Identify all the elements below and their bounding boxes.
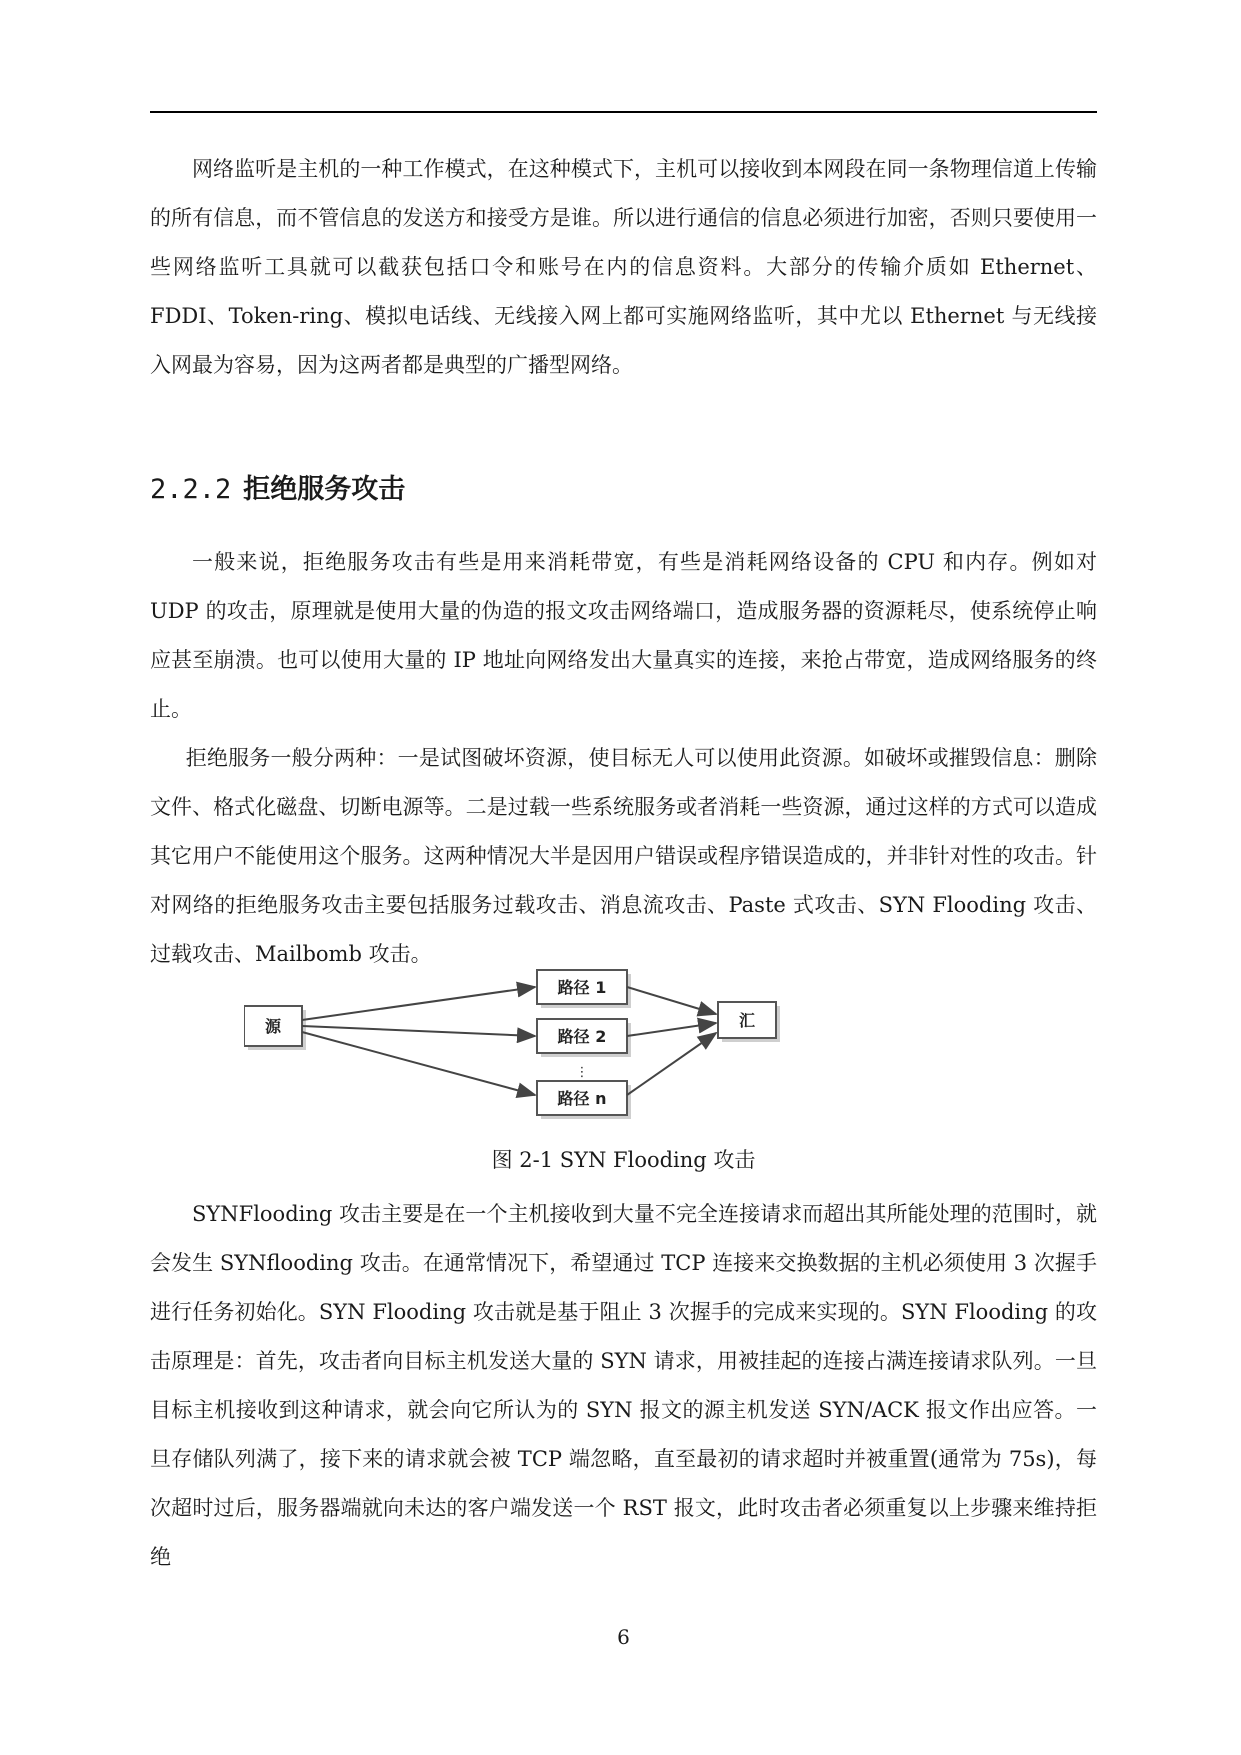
arrow-pathn-sink [627,1033,716,1095]
paragraph-dos-types: 拒绝服务一般分两种：一是试图破坏资源，使目标无人可以使用此资源。如破坏或摧毁信息：删除文件、格式化磁盘、切断电源等。二是过载一些系统服务或者消耗一些资源，通过这样的方式可以造成其它用户不能使用这个服务。这两种情况大半是因用户错误或程序错误造成的，并非针对性的攻击。针对网络的拒绝服务攻击主要包括服务过载攻击、消息流攻击、Paste 式攻击、SYN Flooding 攻击、过载攻击、Mailbomb 攻击。 [150,746,1097,966]
arrow-path2-sink [627,1023,716,1036]
paragraph-syn-flooding: SYNFlooding 攻击主要是在一个主机接收到大量不完全连接请求而超出其所能处理的范围时，就会发生 SYNflooding 攻击。在通常情况下，希望通过 TCP 连接来交换数据的主机必须使用 3 次握手进行任务初始化。SYN Flooding 攻击就是基于阻止 3 次握手的完成来实现的。SYN Flooding 的攻击原理是：首先，攻击者向目标主机发送大量的 SYN 请求，用被挂起的连接占满连接请求队列。一旦目标主机接收到这种请求，就会向它所认为的 SYN 报文的源主机发送 SYN/ACK 报文作出应答。一旦存储队列满了，接下来的请求就会被 TCP 端忽略，直至最初的请求超时并被重置(通常为 75s)，每次超时过后，服务器端就向未达的客户端发送一个 RST 报文，此时攻击者必须重复以上步骤来维持拒绝 [150,1202,1097,1569]
header-rule [150,111,1097,113]
path-ellipsis: ⋮ [575,1065,589,1080]
path1-label: 路径 1 [557,978,607,997]
arrow-path1-sink [627,987,716,1014]
path2-label: 路径 2 [557,1027,607,1046]
syn-flooding-diagram [244,967,804,1137]
section-heading [150,470,405,510]
pathn-label: 路径 n [557,1089,607,1108]
paragraph-dos-intro: 一般来说，拒绝服务攻击有些是用来消耗带宽，有些是消耗网络设备的 CPU 和内存。例如对 UDP 的攻击，原理就是使用大量的伪造的报文攻击网络端口，造成服务器的资源耗尽，使系统停止响应甚至崩溃。也可以使用大量的 IP 地址向网络发出大量真实的连接，来抢占带宽，造成网络服务的终止。 [150,550,1097,721]
sink-label: 汇 [738,1011,756,1030]
arrow-source-path1 [302,987,535,1020]
figure-caption: 图 2-1 SYN Flooding 攻击 [491,1148,756,1172]
page-number: 6 [617,1625,630,1649]
source-label: 源 [264,1017,282,1036]
section-title: 拒绝服务攻击 [243,474,406,505]
arrow-source-path2 [302,1026,535,1036]
arrow-source-pathn [302,1032,535,1095]
paragraph-network-sniffing: 网络监听是主机的一种工作模式，在这种模式下，主机可以接收到本网段在同一条物理信道上传输的所有信息，而不管信息的发送方和接受方是谁。所以进行通信的信息必须进行加密，否则只要使用一些网络监听工具就可以截获包括口令和账号在内的信息资料。大部分的传输介质如 Ethernet、FDDI、Token-ring、模拟电话线、无线接入网上都可实施网络监听，其中尤以 Ethernet 与无线接入网最为容易，因为这两者都是典型的广播型网络。 [150,157,1097,377]
section-number: 2.2.2 [150,474,232,505]
